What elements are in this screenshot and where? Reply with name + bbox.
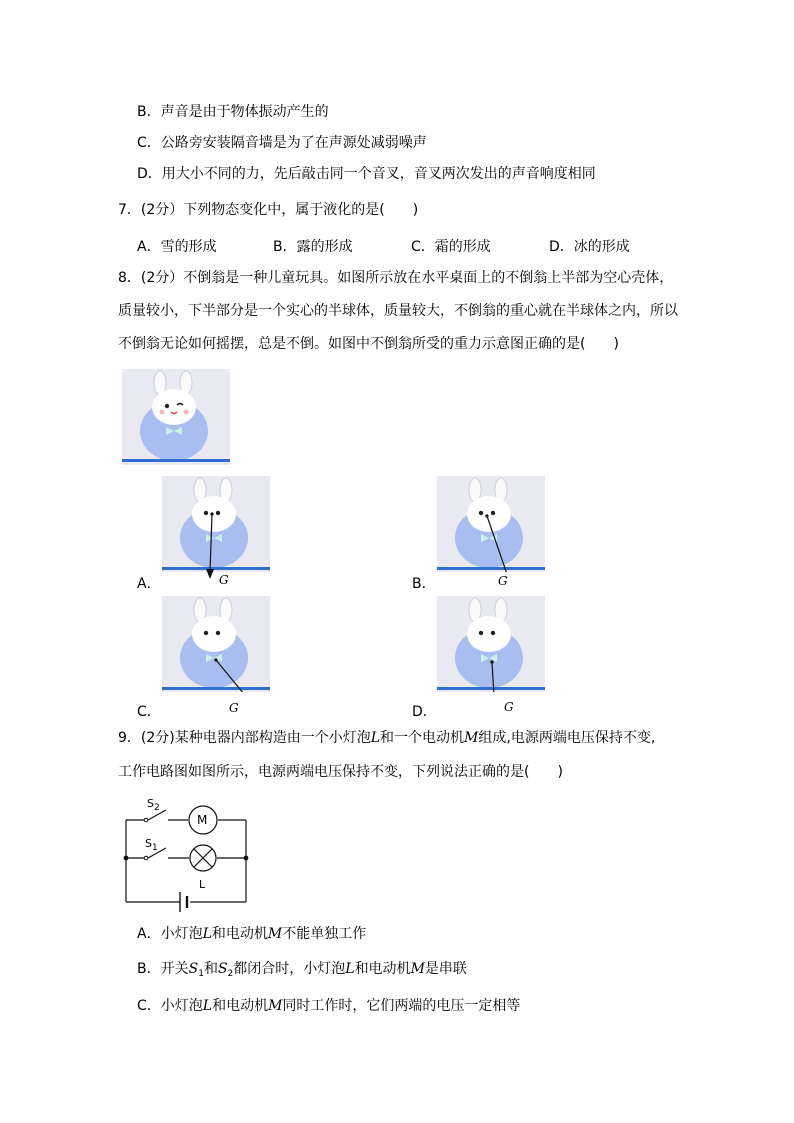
q9-stem-text: 组成,电源两端电压保持不变, [478, 730, 656, 746]
q9-option-text: 都闭合时，小灯泡 [233, 961, 346, 977]
q8-stem-line2: 质量较小，下半部分是一个实心的半球体，质量较大，不倒翁的重心就在半球体之内，所以 [118, 303, 678, 319]
q9-stem-text: 和一个电动机 [380, 730, 465, 746]
lamp-symbol: L [370, 730, 381, 746]
force-label-g-b: G [498, 574, 508, 588]
q9-option-text: 和电动机 [211, 926, 268, 942]
option-c-letter: C． [137, 704, 161, 720]
q6-option-b: B．声音是由于物体振动产生的 [137, 104, 329, 120]
q9-option-text: 同时工作时，它们两端的电压一定相等 [282, 998, 521, 1014]
q9-option-text: 和电动机 [212, 998, 269, 1014]
switch-s1-sub: 1 [151, 843, 158, 853]
switch-s1-label [145, 834, 158, 858]
option-a-diagram [162, 476, 270, 572]
lamp-symbol: L [202, 998, 213, 1014]
motor-symbol: M [267, 926, 283, 942]
switch-symbol: S [188, 961, 199, 977]
force-label-g-d: G [504, 700, 514, 714]
circuit-diagram [118, 792, 258, 916]
q7-stem: 7．(2分）下列物态变化中，属于液化的是( ) [118, 202, 419, 218]
q9-option-c [137, 996, 520, 1016]
q9-stem-text: 9．(2分)某种电器内部构造由一个小灯泡 [118, 730, 371, 746]
switch-s2-label [147, 794, 160, 818]
switch-s1-letter: S [145, 837, 152, 850]
motor-symbol: M [268, 998, 283, 1014]
q8-stem-line3: 不倒翁无论如何摇摆，总是不倒。如图中不倒翁所受的重力示意图正确的是( ) [118, 336, 619, 352]
q6-option-d: D．用大小不同的力，先后敲击同一个音叉，音叉两次发出的声音响度相同 [137, 166, 596, 182]
q9-option-text: 和 [203, 961, 218, 977]
motor-label: M [197, 813, 208, 827]
q9-option-text: C．小灯泡 [137, 998, 203, 1014]
motor-symbol: M [464, 730, 479, 746]
q9-option-text: A．小灯泡 [137, 926, 203, 942]
q9-option-b [137, 959, 467, 984]
q9-stem-line1 [118, 728, 655, 748]
q9-option-text: 是串联 [424, 961, 467, 977]
q7-option-a: A．雪的形成 [137, 239, 217, 255]
lamp-symbol: L [345, 961, 355, 977]
lamp-label: L [199, 878, 206, 891]
q9-option-text: 不能单独工作 [282, 926, 367, 942]
option-d-letter: D． [412, 704, 437, 720]
tumbler-toy-image [122, 369, 230, 465]
option-d-diagram [437, 596, 545, 692]
option-b-diagram [437, 476, 545, 572]
q9-option-a [137, 924, 366, 944]
switch-s2-sub: 2 [153, 803, 160, 813]
force-label-g-c: G [229, 701, 239, 715]
q7-option-c: C．霜的形成 [411, 239, 491, 255]
lamp-symbol: L [202, 926, 212, 942]
q7-option-b: B．露的形成 [273, 239, 353, 255]
option-b-letter: B． [412, 576, 436, 592]
arrowhead-a [205, 567, 215, 581]
option-a-letter: A． [137, 576, 161, 592]
force-label-g-a: G [219, 573, 229, 587]
switch-subscript: 1 [198, 969, 204, 979]
q7-option-d: D．冰的形成 [549, 239, 630, 255]
option-c-diagram [162, 596, 270, 692]
switch-s2-letter: S [147, 797, 154, 810]
switch-symbol: S [217, 961, 228, 977]
q9-stem-line2: 工作电路图如图所示，电源两端电压保持不变，下列说法正确的是( ) [118, 764, 563, 780]
q6-option-c: C．公路旁安装隔音墙是为了在声源处减弱噪声 [137, 135, 427, 151]
q8-stem-line1: 8．(2分）不倒翁是一种儿童玩具。如图所示放在水平桌面上的不倒翁上半部为空心壳体， [118, 270, 674, 286]
motor-symbol: M [410, 961, 425, 977]
switch-subscript: 2 [227, 969, 234, 979]
q9-option-text: 和电动机 [354, 961, 411, 977]
q9-option-text: B．开关 [137, 961, 189, 977]
